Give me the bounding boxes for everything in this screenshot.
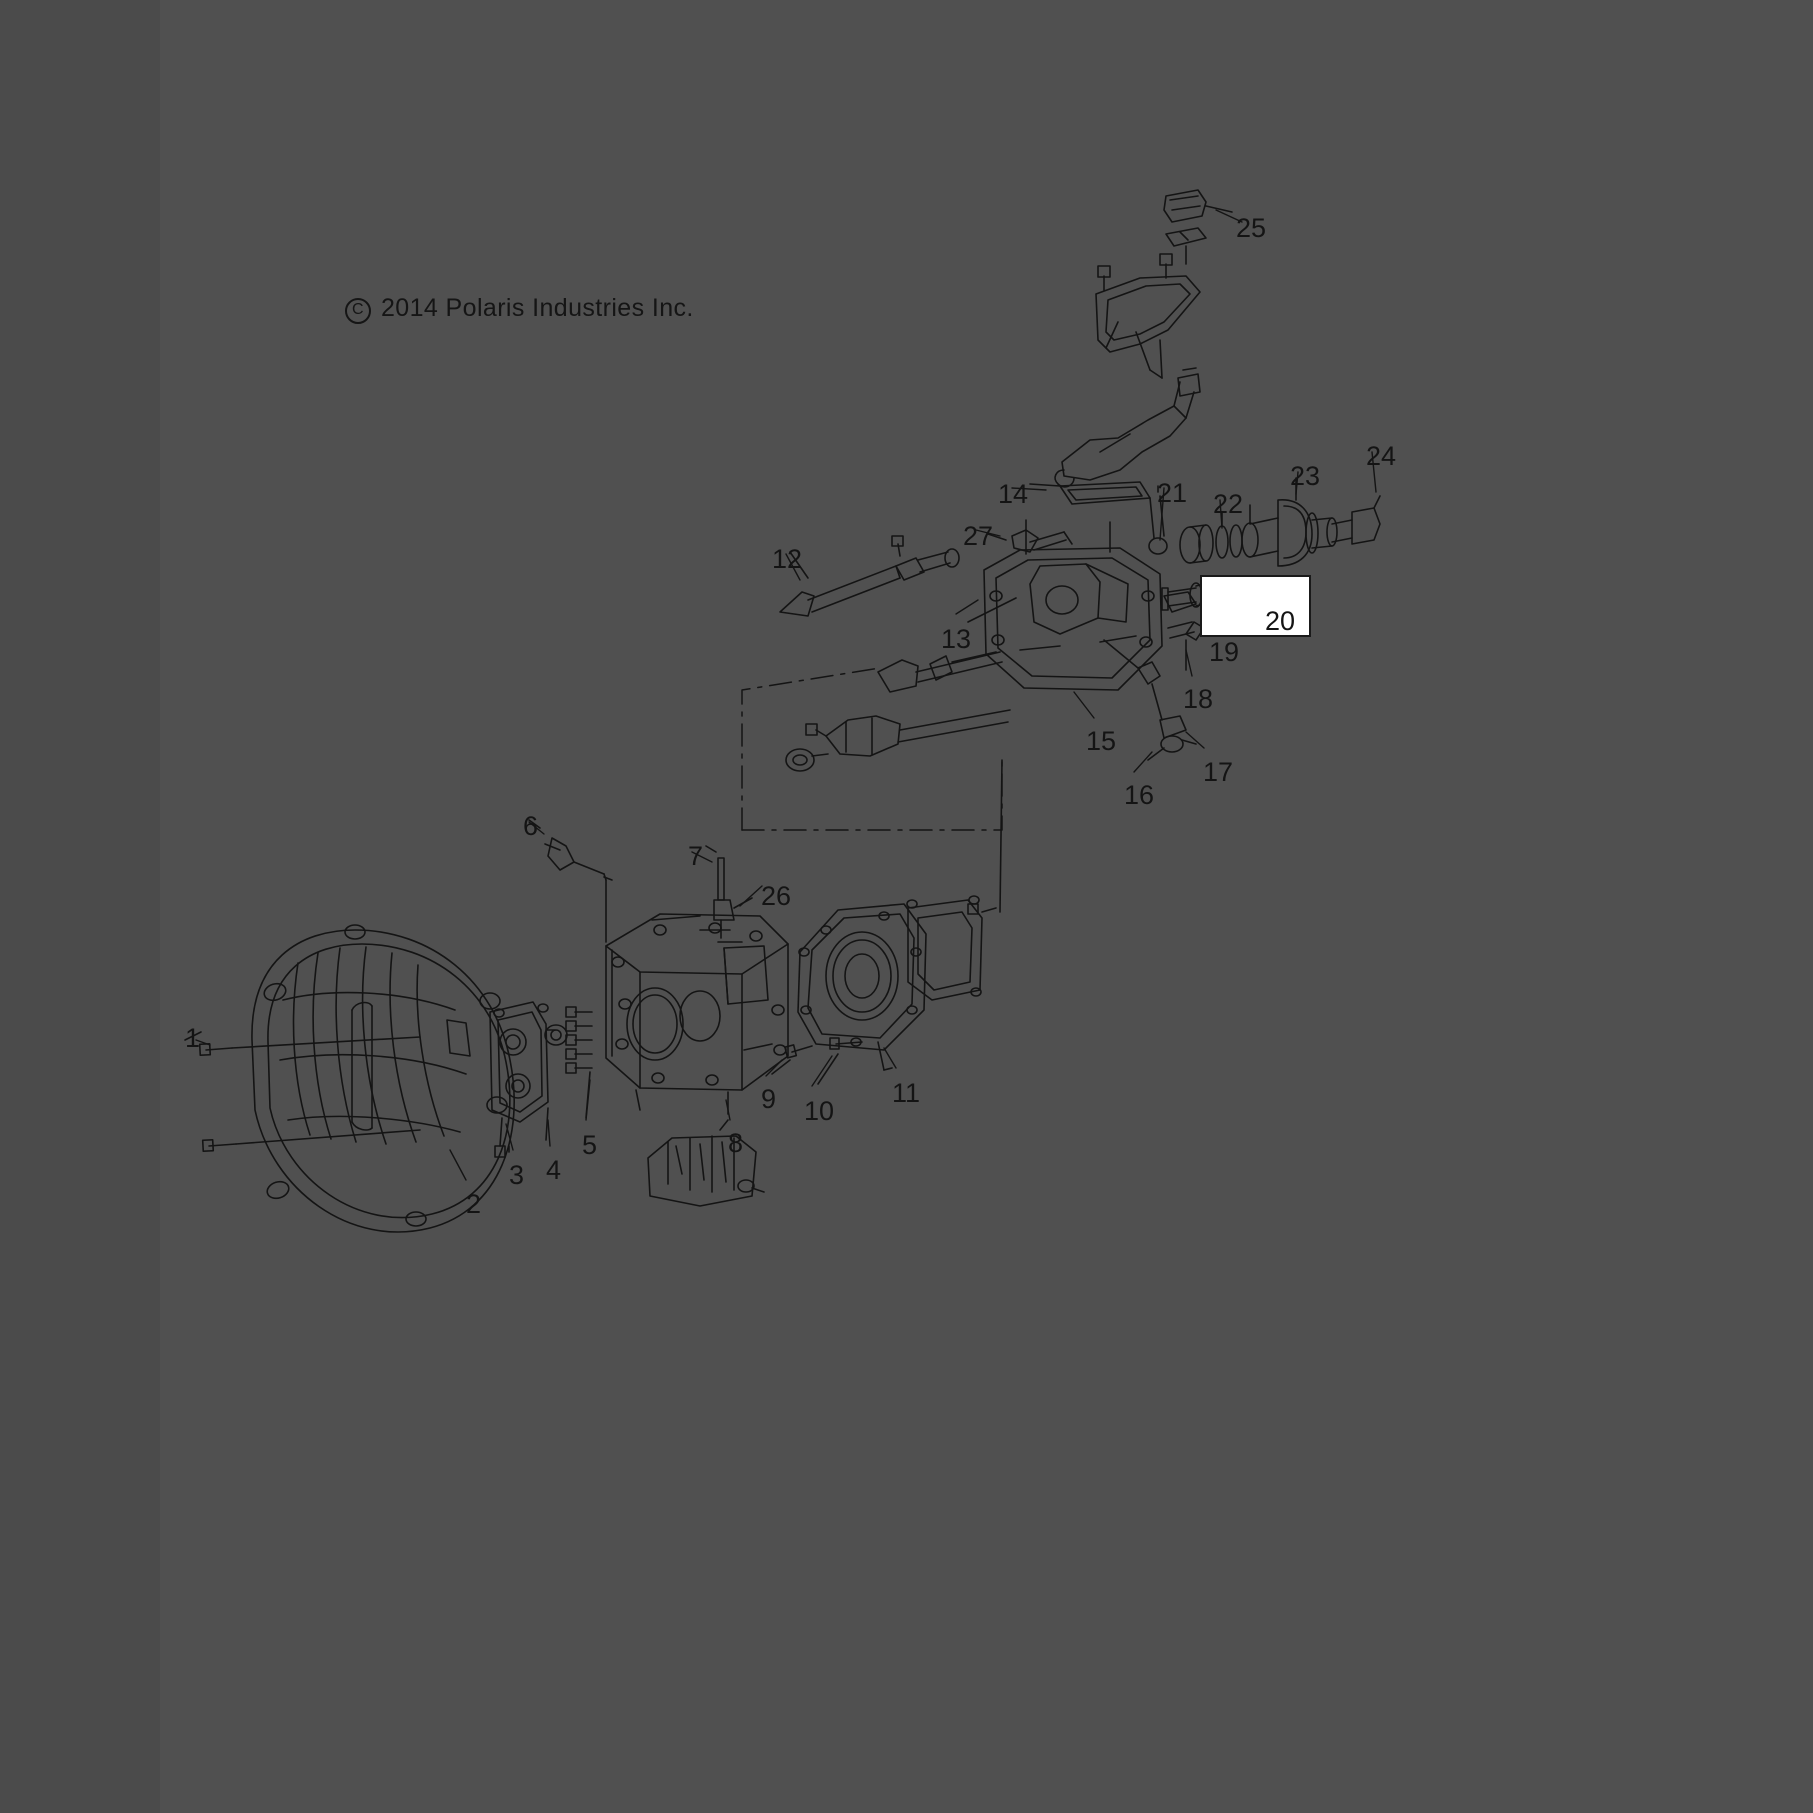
copyright-notice — [345, 294, 694, 324]
callout-25: 25 — [1236, 213, 1267, 243]
cover-plate-3-4 — [490, 1002, 567, 1157]
knob-25 — [1164, 190, 1232, 264]
gasket-14 — [1030, 482, 1150, 504]
callout-4: 4 — [546, 1155, 562, 1185]
bracket-8 — [648, 1120, 764, 1206]
highlight-label-20: 20 — [1265, 606, 1296, 636]
plug-7-26 — [706, 846, 752, 938]
callout-22: 22 — [1213, 489, 1244, 519]
callout-7: 7 — [688, 841, 704, 871]
bolt-9 — [772, 1045, 812, 1074]
bolt-6 — [529, 820, 612, 942]
callout-19: 19 — [1209, 637, 1240, 667]
callout-18: 18 — [1183, 684, 1214, 714]
callout-11: 11 — [892, 1078, 921, 1108]
callout-21: 21 — [1157, 478, 1188, 508]
gasket-plate — [907, 760, 1002, 1000]
shift-rail-12 — [780, 536, 959, 616]
bolt-1-group — [185, 1032, 420, 1151]
shift-lever-assembly — [1055, 368, 1200, 487]
callout-3: 3 — [509, 1160, 525, 1190]
callout-17: 17 — [1203, 757, 1234, 787]
bell-housing — [252, 925, 514, 1232]
callout-13: 13 — [941, 624, 972, 654]
callout-9: 9 — [761, 1084, 777, 1114]
callout-24: 24 — [1366, 441, 1397, 471]
callout-10: 10 — [804, 1096, 835, 1126]
copyright-symbol-icon: C — [345, 298, 371, 324]
copyright-text: 2014 Polaris Industries Inc. — [381, 294, 694, 322]
adapter-plate-11 — [798, 904, 926, 1070]
shift-tower-housing — [984, 520, 1162, 690]
shift-boot-bracket — [1096, 254, 1200, 378]
callout-1: 1 — [185, 1023, 201, 1053]
callout-8: 8 — [728, 1128, 744, 1158]
callout-14: 14 — [998, 479, 1029, 509]
callout-12: 12 — [772, 544, 803, 574]
callout-2: 2 — [466, 1189, 482, 1219]
callout-6: 6 — [523, 811, 539, 841]
lever-15 — [786, 710, 1010, 771]
callout-15: 15 — [1086, 726, 1117, 756]
callout-23: 23 — [1290, 461, 1321, 491]
callout-16: 16 — [1124, 780, 1155, 810]
callout-27: 27 — [963, 521, 994, 551]
callout-26: 26 — [761, 881, 792, 911]
callout-5: 5 — [582, 1130, 598, 1160]
